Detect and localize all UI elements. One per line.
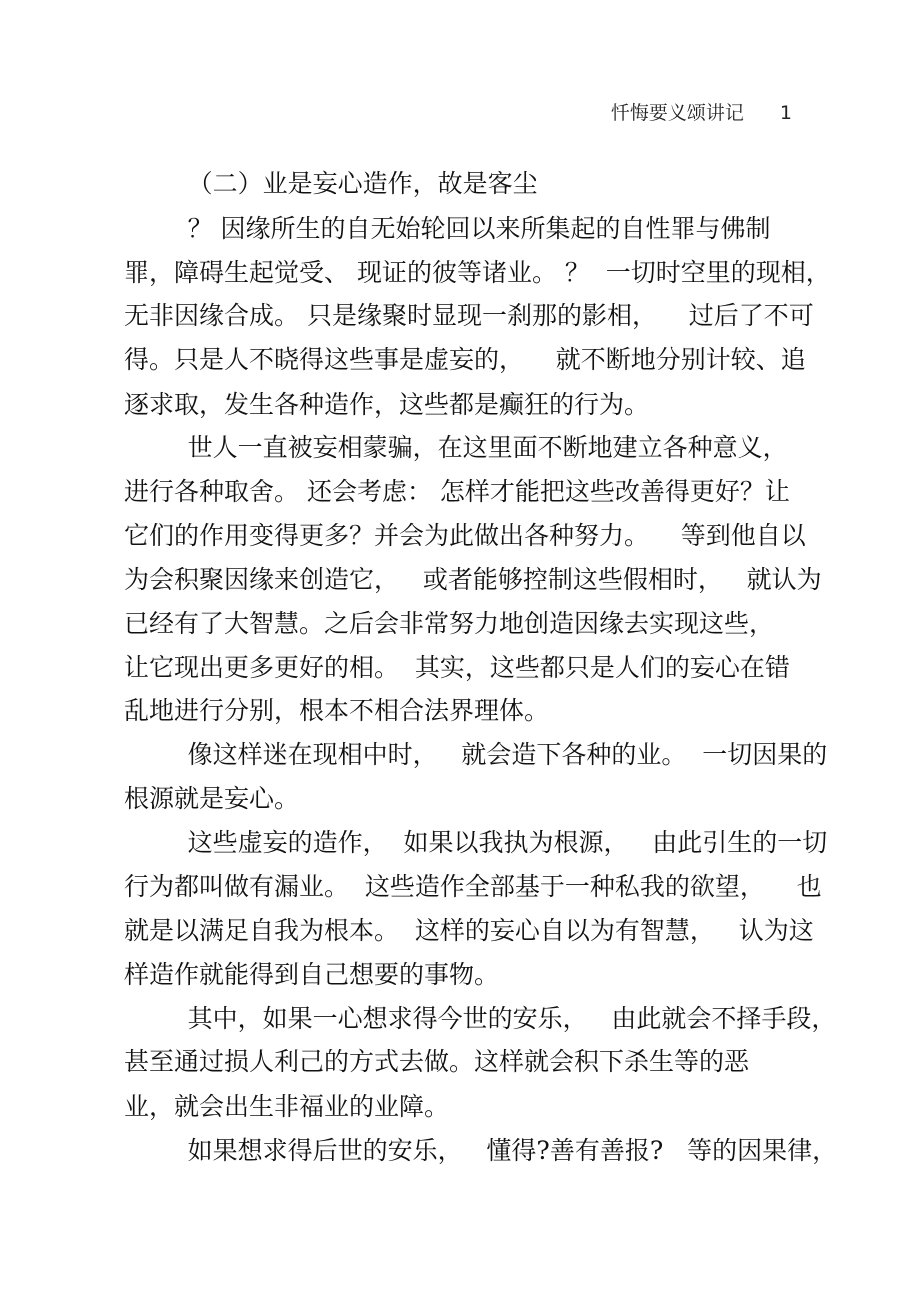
running-title: 忏悔要义颂讲记 (610, 102, 744, 124)
text-line: 根源就是妄心。 (124, 784, 300, 813)
text-line: 甚至通过损人利己的方式去做。这样就会积下杀生等的恶 (124, 1047, 750, 1076)
text-line: 已经有了大智慧。之后会非常努力地创造因缘去实现这些， (124, 609, 775, 638)
text-line: （二）业是妄心造作，故是客尘 (124, 169, 538, 198)
text-line: 逐求取，发生各种造作，这些都是癫狂的行为。 (124, 390, 650, 419)
text-line: 如果想求得后世的安乐， 懂得?善有善报? 等的因果律， (124, 1136, 838, 1165)
text-line: 无非因缘合成。 只是缘聚时显现一刹那的影相， 过后了不可 (124, 301, 814, 330)
text-line: 业，就会出生非福业的业障。 (124, 1092, 450, 1121)
text-line: 这些虚妄的造作， 如果以我执为根源， 由此引生的一切 (124, 828, 828, 857)
text-line: 世人一直被妄相蒙骗，在这里面不断地建立各种意义， (124, 433, 788, 462)
text-line: 就是以满足自我为根本。 这样的妄心自以为有智慧， 认为这 (124, 916, 814, 945)
page-number: 1 (779, 102, 792, 124)
text-line: 其中，如果一心想求得今世的安乐， 由此就会不择手段， (124, 1004, 837, 1033)
text-line: 进行各种取舍。 还会考虑： 怎样才能把这些改善得更好？让 (124, 477, 790, 506)
text-line: 罪，障碍生起觉受、 现证的彼等诸业。 ？ 一切时空里的现相， (124, 258, 831, 287)
text-line: ？ 因缘所生的自无始轮回以来所集起的自性罪与佛制 (124, 214, 771, 243)
text-line: 让它现出更多更好的相。 其实，这些都只是人们的妄心在错 (124, 653, 790, 682)
text-line: 它们的作用变得更多？并会为此做出各种努力。 等到他自以 (124, 521, 806, 550)
text-line: 行为都叫做有漏业。 这些造作全部基于一种私我的欲望， 也 (124, 872, 822, 901)
page-header (611, 98, 792, 125)
text-line: 样造作就能得到自己想要的事物。 (124, 960, 500, 989)
text-line: 得。只是人不晓得这些事是虚妄的， 就不断地分别计较、追 (124, 345, 806, 374)
text-line: 乱地进行分别，根本不相合法界理体。 (124, 696, 550, 725)
text-line: 像这样迷在现相中时， 就会造下各种的业。 一切因果的 (124, 740, 828, 769)
text-line: 为会积聚因缘来创造它， 或者能够控制这些假相时， 就认为 (124, 565, 822, 594)
